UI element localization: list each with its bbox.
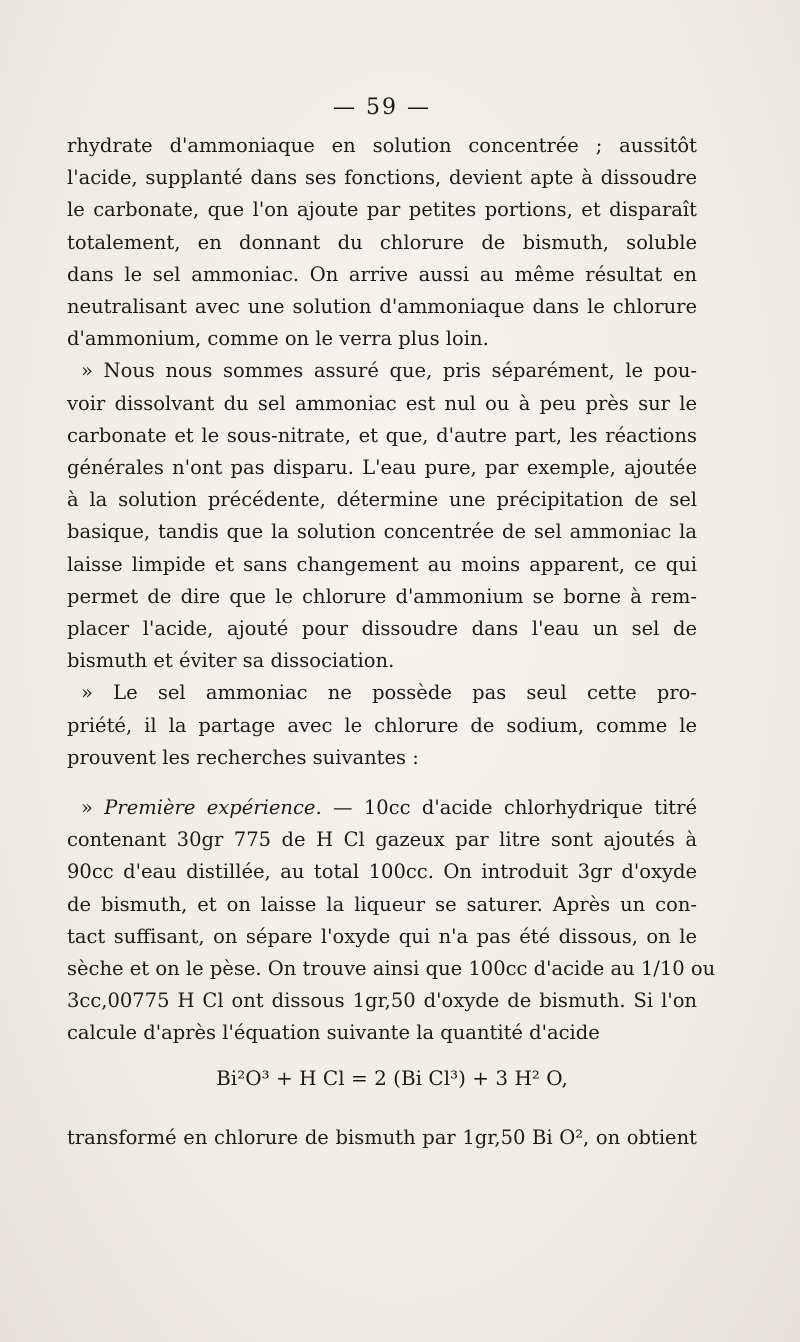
text-line: » Le sel ammoniac ne possède pas seul cette pro- bbox=[81, 681, 697, 705]
paragraph-1 bbox=[67, 130, 697, 355]
text-fragment: — 10cc d'acide chlorhydrique titré bbox=[321, 796, 698, 820]
text-line: l'acide, supplanté dans ses fonctions, devient apte à dissoudre bbox=[67, 166, 697, 190]
text-line: » Nous nous sommes assuré que, pris séparément, le pou- bbox=[81, 359, 697, 383]
text-line: basique, tandis que la solution concentrée de sel ammoniac la bbox=[67, 520, 697, 544]
text-line: laisse limpide et sans changement au moins apparent, ce qui bbox=[67, 552, 697, 576]
text-line: voir dissolvant du sel ammoniac est nul ou à peu près sur le bbox=[67, 391, 697, 415]
paragraph-2 bbox=[67, 355, 697, 677]
text-line: sèche et on le pèse. On trouve ainsi que 100cc d'acide au 1/10 ou bbox=[67, 957, 716, 981]
text-line: bismuth et éviter sa dissociation. bbox=[67, 649, 395, 673]
text-line: calcule d'après l'équation suivante la quantité d'acide bbox=[67, 1021, 600, 1045]
text-line: dans le sel ammoniac. On arrive aussi au même résultat en bbox=[67, 262, 697, 286]
paragraph-4 bbox=[67, 792, 716, 1050]
text-line: transformé en chlorure de bismuth par 1gr,50 Bi O², on obtient bbox=[67, 1125, 697, 1149]
text-line: carbonate et le sous-nitrate, et que, d'autre part, les réactions bbox=[67, 423, 697, 447]
paragraph-5 bbox=[67, 1122, 697, 1154]
text-line: permet de dire que le chlorure d'ammonium se borne à rem- bbox=[67, 584, 697, 608]
text-line: contenant 30gr 775 de H Cl gazeux par litre sont ajoutés à bbox=[67, 828, 697, 852]
paragraph-3 bbox=[67, 677, 697, 774]
text-line: générales n'ont pas disparu. L'eau pure, par exemple, ajoutée bbox=[67, 456, 697, 480]
text-line: rhydrate d'ammoniaque en solution concentrée ; aussitôt bbox=[67, 134, 697, 157]
text-line: à la solution précédente, détermine une précipitation de sel bbox=[67, 488, 697, 512]
text-line: de bismuth, et on laisse la liqueur se saturer. Après un con- bbox=[67, 892, 697, 916]
text-line: totalement, en donnant du chlorure de bismuth, soluble bbox=[67, 230, 697, 254]
experience-title: Première expérience. bbox=[104, 796, 322, 820]
text-line: 90cc d'eau distillée, au total 100cc. On introduit 3gr d'oxyde bbox=[67, 860, 697, 884]
text-line: prouvent les recherches suivantes : bbox=[67, 745, 419, 769]
text-line: placer l'acide, ajouté pour dissoudre dans l'eau un sel de bbox=[67, 617, 697, 641]
text-line: priété, il la partage avec le chlorure de sodium, comme le bbox=[67, 713, 697, 737]
page-number: — 59 — bbox=[333, 95, 431, 120]
text-line: tact suffisant, on sépare l'oxyde qui n'a pas été dissous, on le bbox=[67, 924, 697, 948]
text-line: le carbonate, que l'on ajoute par petites portions, et disparaît bbox=[67, 198, 697, 222]
paragraph-mark: » bbox=[81, 796, 105, 820]
text-line bbox=[67, 792, 697, 824]
chemical-equation: Bi²O³ + H Cl = 2 (Bi Cl³) + 3 H² O, bbox=[216, 1065, 568, 1090]
paragraph-gap bbox=[67, 774, 697, 792]
text-line: d'ammonium, comme on le verra plus loin. bbox=[67, 327, 489, 351]
text-line: 3cc,00775 H Cl ont dissous 1gr,50 d'oxyde de bismuth. Si l'on bbox=[67, 989, 697, 1013]
text-line: neutralisant avec une solution d'ammoniaque dans le chlorure bbox=[67, 295, 697, 319]
page-text bbox=[67, 86, 716, 1154]
